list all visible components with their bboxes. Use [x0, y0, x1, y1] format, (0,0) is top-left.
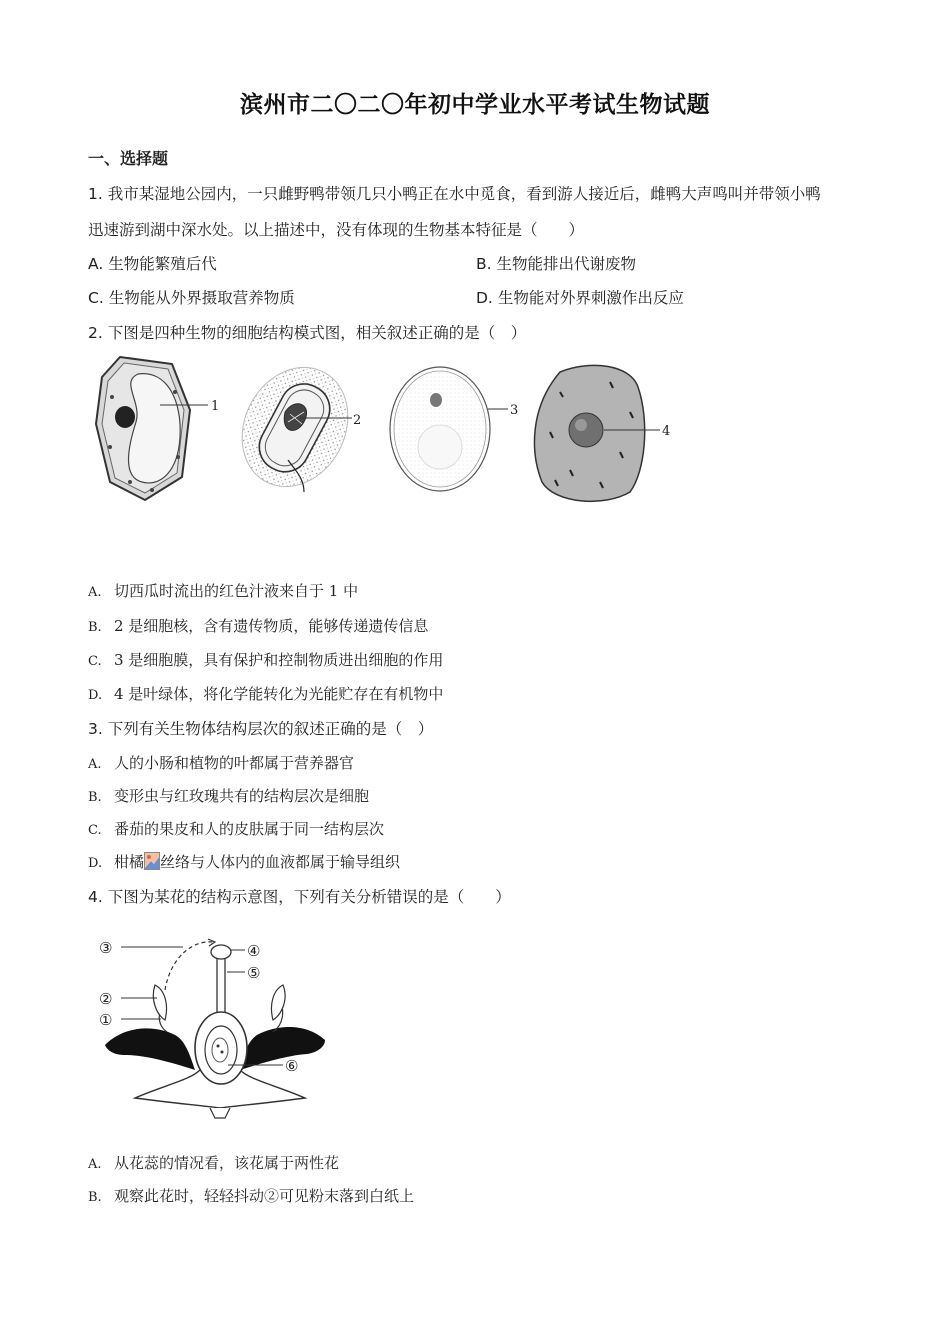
question-3-option-b[interactable]: B. 变形虫与红玫瑰共有的结构层次是细胞 — [88, 787, 370, 805]
question-2-option-a[interactable]: A. 切西瓜时流出的红色汁液来自于 1 中 — [88, 582, 359, 600]
question-1-option-c[interactable]: C. 生物能从外界摄取营养物质 — [88, 289, 295, 307]
question-1-option-b[interactable]: B. 生物能排出代谢废物 — [476, 255, 637, 273]
question-3-number: 3. — [88, 720, 103, 738]
question-3-option-c[interactable]: C. 番茄的果皮和人的皮肤属于同一结构层次 — [88, 820, 385, 838]
flower-label-1: ① — [99, 1011, 113, 1029]
question-4-stem: 4. 下图为某花的结构示意图，下列有关分析错误的是（ ） — [88, 888, 511, 906]
figure-label-3: 3 — [510, 403, 519, 418]
flower-structure-figure — [95, 930, 335, 1120]
question-2-option-d[interactable]: D. 4 是叶绿体，将化学能转化为光能贮存在有机物中 — [88, 685, 444, 703]
question-2-option-b[interactable]: B. 2 是细胞核，含有遗传物质，能够传递遗传信息 — [88, 617, 429, 635]
broken-image-icon — [144, 852, 160, 870]
question-1-text-1: 我市某湿地公园内，一只雌野鸭带领几只小鸭正在水中觅食，看到游人接近后，雌鸭大声鸣叫并带领小鸭 — [107, 185, 821, 203]
round-cell-diagram — [390, 367, 508, 491]
section-heading: 一、选择题 — [88, 149, 169, 168]
question-2-option-c[interactable]: C. 3 是细胞膜，具有保护和控制物质进出细胞的作用 — [88, 651, 444, 669]
question-3-option-a[interactable]: A. 人的小肠和植物的叶都属于营养器官 — [88, 754, 355, 772]
plant-cell-diagram — [96, 357, 208, 500]
question-1-number: 1. — [88, 185, 103, 203]
question-4-option-a[interactable]: A. 从花蕊的情况看，该花属于两性花 — [88, 1154, 340, 1172]
question-2-number: 2. — [88, 324, 103, 342]
question-3-option-d[interactable]: D. 柑橘 丝络与人体内的血液都属于输导组织 — [88, 853, 401, 871]
bacterium-diagram — [222, 352, 369, 505]
flower-label-5: ⑤ — [247, 964, 261, 982]
question-4-option-b[interactable]: B. 观察此花时，轻轻抖动②可见粉末落到白纸上 — [88, 1187, 415, 1205]
question-4-number: 4. — [88, 888, 103, 906]
question-1-option-a[interactable]: A. 生物能繁殖后代 — [88, 255, 217, 273]
figure-label-2: 2 — [353, 413, 362, 428]
animal-cell-diagram — [535, 365, 660, 501]
page-title: 滨州市二〇二〇年初中学业水平考试生物试题 — [240, 92, 710, 118]
flower-label-3: ③ — [99, 939, 113, 957]
figure-label-1: 1 — [211, 399, 220, 414]
flower-label-6: ⑥ — [285, 1057, 299, 1075]
question-1-stem-line-1 — [88, 182, 821, 204]
question-1-stem-line-2: 迅速游到湖中深水处。以上描述中，没有体现的生物基本特征是（ ） — [88, 221, 585, 239]
flower-label-2: ② — [99, 990, 113, 1008]
question-1-option-d[interactable]: D. 生物能对外界刺激作出反应 — [476, 289, 684, 307]
figure-label-4: 4 — [662, 424, 671, 439]
cell-structure-figure — [90, 352, 690, 507]
question-2-stem: 2. 下图是四种生物的细胞结构模式图，相关叙述正确的是（ ） — [88, 324, 527, 342]
question-3-stem: 3. 下列有关生物体结构层次的叙述正确的是（ ） — [88, 720, 434, 738]
flower-label-4: ④ — [247, 942, 261, 960]
